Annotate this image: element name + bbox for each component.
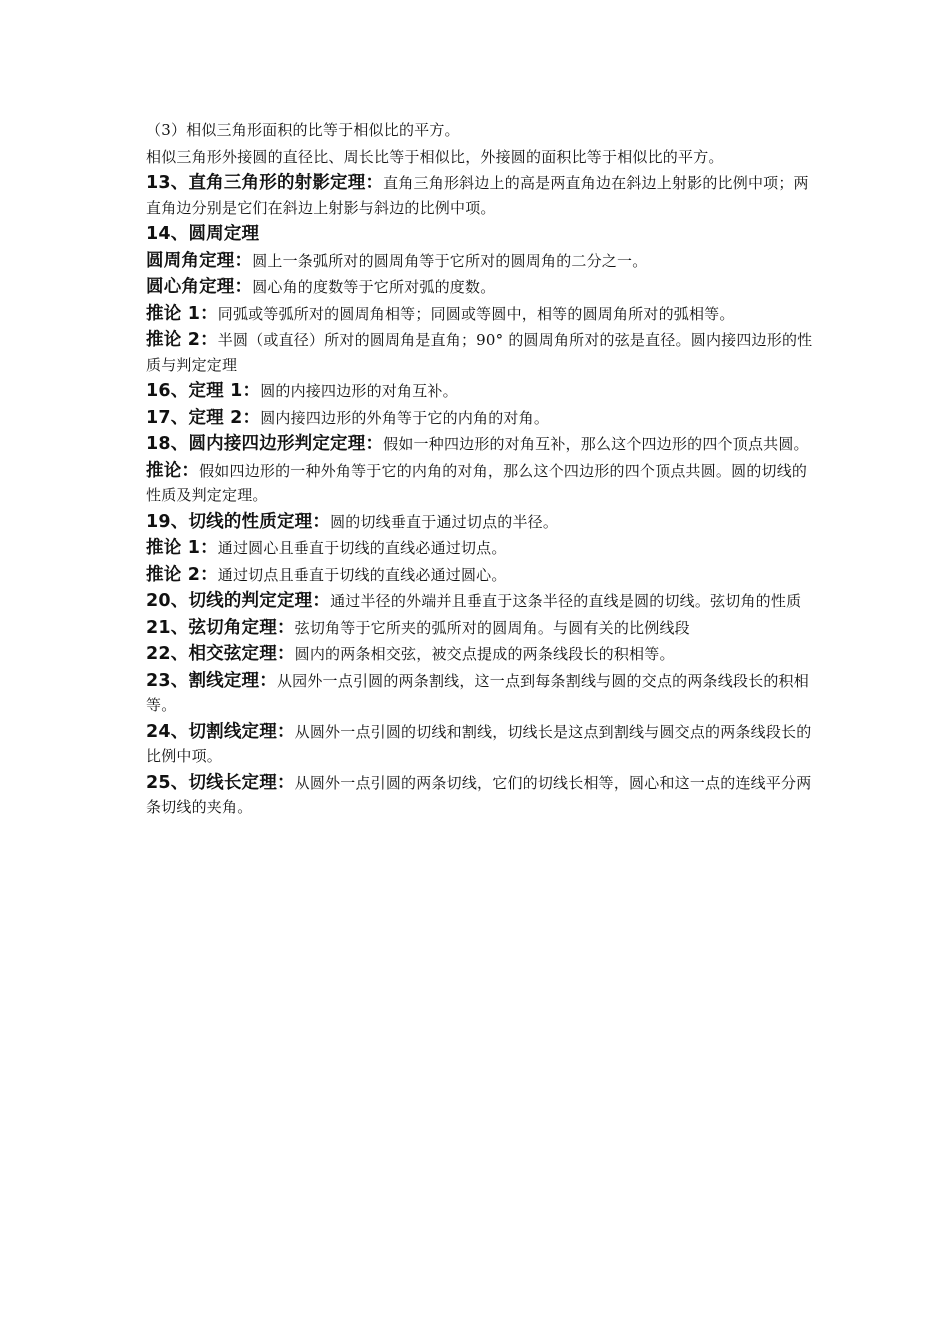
corollary-body: 半圆（或直径）所对的圆周角是直角；90° 的圆周角所对的弦是直径。圆内接四边形的性质与判定定理 [146,331,813,374]
theorem-body: 圆上一条弧所对的圆周角等于它所对的圆周角的二分之一。 [252,251,648,270]
corollary-paragraph [146,536,816,561]
theorem-paragraph [146,589,816,614]
theorem-paragraph [146,171,816,220]
corollary-paragraph [146,459,816,508]
theorem-paragraph [146,616,816,641]
theorem-heading: 18、圆内接四边形判定定理： [146,434,384,454]
theorem-heading: 21、弦切角定理： [146,617,295,638]
corollary-paragraph [146,563,816,588]
corollary-heading: 推论 2： [146,564,218,585]
theorem-paragraph [146,771,816,820]
section-heading [146,222,816,247]
theorem-heading: 24、切割线定理： [146,721,295,742]
theorem-heading: 14、圆周定理 [146,224,260,244]
corollary-paragraph [146,302,816,327]
theorem-paragraph [146,406,816,431]
corollary-body: 假如四边形的一种外角等于它的内角的对角，那么这个四边形的四个顶点共圆。圆的切线的性质及判定定理。 [146,461,808,504]
corollary-heading: 推论 1： [146,538,218,558]
theorem-paragraph [146,720,816,769]
theorem-body: 从圆外一点引圆的两条切线，它们的切线长相等，圆心和这一点的连线平分两条切线的夹角。 [146,773,812,816]
theorem-heading: 23、割线定理： [146,670,277,691]
theorem-paragraph [146,642,816,667]
theorem-body: 圆内的两条相交弦，被交点提成的两条线段长的积相等。 [294,645,675,663]
corollary-heading: 推论 1： [146,303,218,324]
theorem-body: 从圆外一点引圆的切线和割线，切线长是这点到割线与圆交点的两条线段长的比例中项。 [146,722,812,765]
theorem-paragraph [146,432,816,457]
theorem-body: 从园外一点引圆的两条割线，这一点到每条割线与圆的交点的两条线段长的积相等。 [146,671,809,714]
theorem-heading: 13、直角三角形的射影定理： [146,173,384,193]
corollary-heading: 推论： [146,460,200,481]
corollary-heading: 推论 2： [146,330,218,350]
text-paragraph [146,145,816,170]
theorem-heading: 19、切线的性质定理： [146,511,331,532]
corollary-body: 通过圆心且垂直于切线的直线必通过切点。 [217,539,507,557]
theorem-body: 圆心角的度数等于它所对弧的度数。 [252,278,496,296]
theorem-heading: 17、定理 2： [146,407,261,428]
theorem-body: 圆内接四边形的外角等于它的内角的对角。 [260,408,550,427]
theorem-body: 通过半径的外端并且垂直于这条半径的直线是圆的切线。弦切角的性质 [330,592,802,610]
document-page [146,118,816,820]
theorem-body: 圆的切线垂直于通过切点的半径。 [330,512,559,531]
paragraph-body: 相似三角形外接圆的直径比、周长比等于相似比，外接圆的面积比等于相似比的平方。 [146,147,724,166]
theorem-body: 圆的内接四边形的对角互补。 [260,382,458,400]
theorem-heading: 25、切线长定理： [146,772,295,793]
theorem-paragraph [146,379,816,404]
theorem-heading: 圆周角定理： [146,250,253,271]
corollary-body: 同弧或等弧所对的圆周角相等；同圆或等圆中，相等的圆周角所对的弧相等。 [217,304,735,323]
theorem-paragraph [146,510,816,535]
paragraph-body: （3）相似三角形面积的比等于相似比的平方。 [146,121,460,139]
theorem-heading: 22、相交弦定理： [146,644,295,664]
theorem-heading: 16、定理 1： [146,381,261,401]
theorem-paragraph [146,669,816,718]
theorem-paragraph [146,249,816,274]
theorem-heading: 圆心角定理： [146,277,253,297]
theorem-body: 直角三角形斜边上的高是两直角边在斜边上射影的比例中项；两直角边分别是它们在斜边上射影与斜边的比例中项。 [146,174,809,217]
text-paragraph [146,118,816,143]
theorem-heading: 20、切线的判定定理： [146,591,331,611]
theorem-body: 假如一种四边形的对角互补，那么这个四边形的四个顶点共圆。 [383,435,809,453]
theorem-body: 弦切角等于它所夹的弧所对的圆周角。与圆有关的比例线段 [294,618,690,637]
corollary-body: 通过切点且垂直于切线的直线必通过圆心。 [217,565,507,584]
theorem-paragraph [146,275,816,300]
corollary-paragraph [146,328,816,377]
